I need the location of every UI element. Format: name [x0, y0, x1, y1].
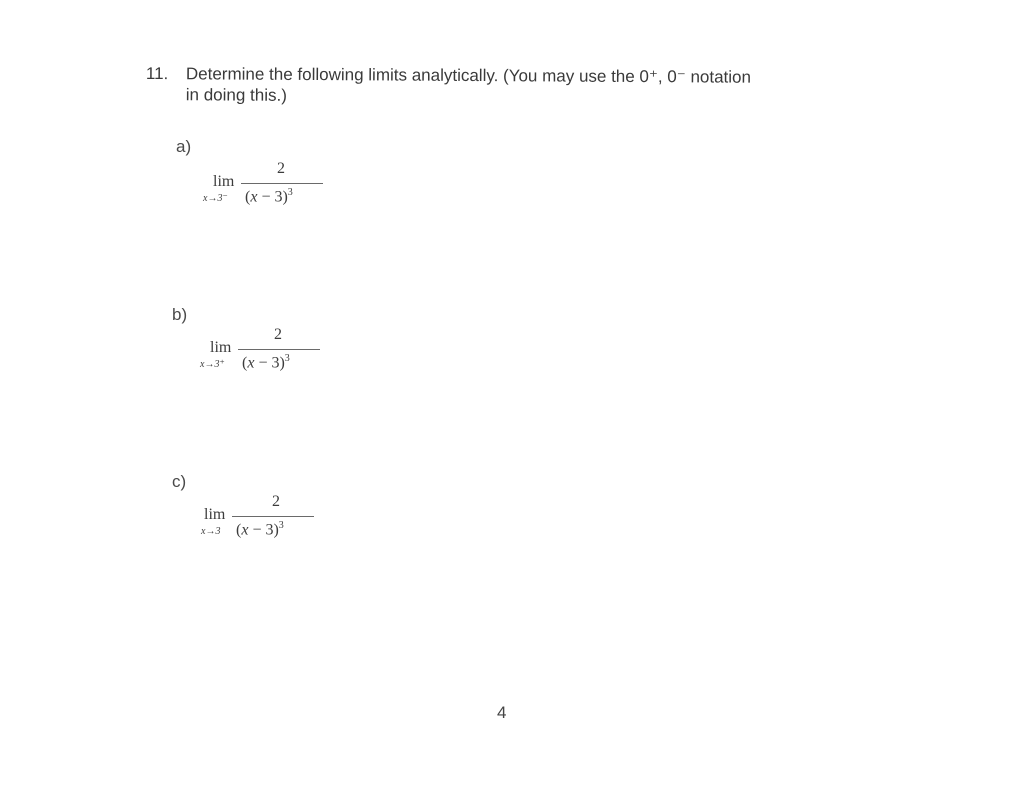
denominator-variable: x: [241, 521, 249, 539]
part-b-label: b): [172, 305, 188, 324]
denominator-rest: − 3): [248, 521, 279, 539]
limit-expression-b: [200, 326, 340, 376]
lim-word: lim: [204, 506, 226, 523]
denominator-variable: x: [250, 188, 258, 206]
denominator-variable: x: [247, 354, 255, 372]
question-line-2: [146, 84, 886, 110]
fraction-numerator: 2: [272, 493, 280, 510]
fraction-denominator: $(x - 3)^3$: [242, 353, 290, 372]
denominator-rest: − 3): [257, 188, 288, 206]
lim-word: lim: [210, 339, 232, 356]
fraction-denominator: $(x - 3)^3$: [236, 520, 284, 539]
part-c-label: c): [172, 472, 187, 491]
limit-expression-a: [203, 160, 343, 210]
denominator-exponent: 3: [284, 353, 290, 364]
fraction-numerator: 2: [277, 160, 285, 177]
lim-subscript: x→3⁻: [203, 193, 228, 204]
question-text-line-2: in doing this.): [185, 85, 287, 105]
part-a-label: a): [176, 137, 192, 156]
denominator-exponent: 3: [287, 187, 293, 198]
denominator-exponent: 3: [278, 520, 284, 531]
limit-expression-c: [198, 493, 338, 543]
question-number: 11.: [145, 63, 169, 84]
fraction-bar: [241, 183, 323, 184]
fraction-denominator: $(x - 3)^3$: [245, 187, 293, 206]
fraction-bar: [232, 516, 314, 517]
question-text-line-1: Determine the following limits analytically. (You may use the 0⁺, 0⁻ notation: [185, 64, 752, 87]
lim-word: lim: [213, 173, 235, 190]
denominator-rest: − 3): [254, 354, 285, 372]
question-11: [146, 63, 886, 110]
fraction-bar: [238, 349, 320, 350]
lim-subscript: x→3: [201, 526, 221, 537]
page-number: 4: [497, 703, 507, 722]
fraction-numerator: 2: [274, 326, 282, 343]
lim-subscript: x→3⁺: [200, 359, 225, 370]
